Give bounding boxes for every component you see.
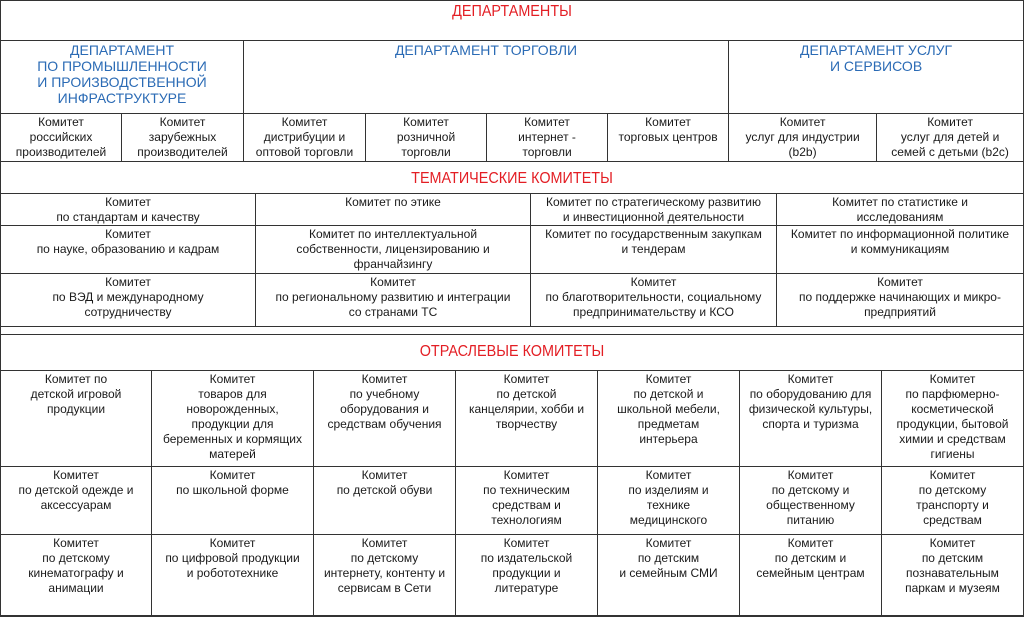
committee-cell	[877, 114, 1024, 162]
committee-cell	[1, 274, 256, 327]
committee-label: Комитет по детской одежде и аксессуарам	[18, 468, 134, 512]
committee-cell	[1, 467, 152, 535]
committee-cell	[598, 535, 740, 617]
committee-label: Комитет дистрибуции и оптовой торговли	[255, 115, 354, 159]
committee-cell	[122, 114, 244, 162]
committee-cell	[456, 371, 598, 467]
committee-cell	[531, 226, 777, 274]
department-name: ДЕПАРТАМЕНТ ПО ПРОМЫШЛЕННОСТИ И ПРОИЗВОДСТВЕННОЙ ИНФРАСТРУКТУРЕ	[37, 42, 207, 106]
industry-section-title: ОТРАСЛЕВЫЕ КОМИТЕТЫ	[419, 343, 605, 360]
committee-label: Комитет по детской обуви	[336, 468, 433, 497]
committee-label: Комитет по детским и семейным центрам	[756, 536, 865, 580]
committee-cell	[256, 226, 531, 274]
committee-label: Комитет по учебному оборудования и средствам обучения	[327, 372, 442, 431]
committee-cell	[456, 535, 598, 617]
committee-cell	[598, 467, 740, 535]
committee-cell	[314, 371, 456, 467]
committee-cell	[882, 535, 1024, 617]
departments-table	[0, 40, 1024, 162]
committee-label: Комитет по детской канцелярии, хобби и творчеству	[468, 372, 585, 431]
committee-label: Комитет розничной торговли	[396, 115, 456, 159]
committee-cell	[777, 226, 1024, 274]
thematic-committees-table	[0, 193, 1024, 327]
committee-label: Комитет по детскому интернету, контенту и сервисам в Сети	[323, 536, 446, 595]
committee-cell	[882, 467, 1024, 535]
departments-section-title: ДЕПАРТАМЕНТЫ	[452, 3, 572, 20]
divider	[0, 40, 1024, 41]
divider	[0, 334, 1024, 335]
committee-cell	[152, 535, 314, 617]
committee-cell	[256, 194, 531, 226]
committee-label: Комитет торговых центров	[618, 115, 718, 144]
committee-label: Комитет услуг для детей и семей с детьми (b2c)	[891, 115, 1009, 159]
committee-label: Комитет по ВЭД и международному сотрудничеству	[52, 275, 204, 319]
department-name: ДЕПАРТАМЕНТ УСЛУГ И СЕРВИСОВ	[800, 42, 953, 74]
committee-cell	[740, 535, 882, 617]
committee-label: Комитет по изделиям и технике медицинского	[628, 468, 709, 527]
committee-cell	[882, 371, 1024, 467]
committee-label: Комитет по благотворительности, социальному предпринимательству и КСО	[545, 275, 762, 319]
committee-label: Комитет по государственным закупкам и тендерам	[545, 227, 762, 256]
committee-label: Комитет по детскому кинематографу и анимации	[28, 536, 124, 595]
committee-cell	[314, 467, 456, 535]
committee-cell	[256, 274, 531, 327]
committee-cell	[777, 274, 1024, 327]
committee-label: Комитет по стандартам и качеству	[56, 195, 200, 224]
committee-cell	[366, 114, 487, 162]
industry-committees-table	[0, 370, 1024, 617]
committee-cell	[729, 114, 877, 162]
department-industry-cell	[1, 41, 244, 114]
committee-cell	[777, 194, 1024, 226]
committee-label: Комитет по региональному развитию и интеграции со странами ТС	[275, 275, 511, 319]
committee-cell	[608, 114, 729, 162]
committee-cell	[598, 371, 740, 467]
committee-label: Комитет по детской и школьной мебели, предметам интерьера	[617, 372, 720, 446]
committee-label: Комитет по стратегическому развитию и инвестиционной деятельности	[546, 195, 761, 224]
committee-cell	[1, 114, 122, 162]
committee-cell	[244, 114, 366, 162]
committee-label: Комитет по цифровой продукции и робототехнике	[165, 536, 300, 580]
committee-label: Комитет по детской игровой продукции	[30, 372, 122, 416]
committee-label: Комитет по статистике и исследованиям	[832, 195, 968, 224]
committee-label: Комитет по издательской продукции и литературе	[480, 536, 573, 595]
committee-label: Комитет по науке, образованию и кадрам	[36, 227, 220, 256]
committee-cell	[740, 371, 882, 467]
committee-cell	[1, 226, 256, 274]
committee-label: Комитет по школьной форме	[176, 468, 289, 497]
committee-cell	[152, 467, 314, 535]
department-trade-cell	[244, 41, 729, 114]
committee-label: Комитет по техническим средствам и технологиям	[483, 468, 570, 527]
department-services-cell	[729, 41, 1024, 114]
committee-cell	[1, 194, 256, 226]
committee-label: Комитет по детским познавательным паркам и музеям	[905, 536, 1000, 595]
committee-label: Комитет по детскому транспорту и средствам	[916, 468, 989, 527]
committee-cell	[314, 535, 456, 617]
committee-cell	[1, 371, 152, 467]
committee-cell	[1, 535, 152, 617]
thematic-section-title: ТЕМАТИЧЕСКИЕ КОМИТЕТЫ	[411, 170, 613, 187]
committee-label: Комитет по детским и семейным СМИ	[619, 536, 718, 580]
committee-label: Комитет товаров для новорожденных, продукции для беременных и кормящих матерей	[163, 372, 302, 461]
committee-label: Комитет услуг для индустрии (b2b)	[745, 115, 860, 159]
committee-label: Комитет интернет - торговли	[518, 115, 576, 159]
committee-cell	[740, 467, 882, 535]
committee-cell	[531, 194, 777, 226]
committee-cell	[487, 114, 608, 162]
committee-label: Комитет зарубежных производителей	[137, 115, 228, 159]
committee-label: Комитет по поддержке начинающих и микро- предприятий	[799, 275, 1001, 319]
committee-cell	[456, 467, 598, 535]
committee-label: Комитет по интеллектуальной собственности, лицензированию и франчайзингу	[296, 227, 490, 271]
committee-cell	[152, 371, 314, 467]
committee-label: Комитет по этике	[345, 195, 441, 209]
committee-label: Комитет российских производителей	[15, 115, 107, 159]
committee-label: Комитет по информационной политике и коммуникациям	[790, 227, 1010, 256]
committee-label: Комитет по оборудованию для физической культуры, спорта и туризма	[748, 372, 873, 431]
department-name: ДЕПАРТАМЕНТ ТОРГОВЛИ	[394, 42, 578, 58]
committee-label: Комитет по детскому и общественному питанию	[766, 468, 855, 527]
committee-label: Комитет по парфюмерно- косметической продукции, бытовой химии и средствам гигиены	[896, 372, 1009, 461]
committee-cell	[531, 274, 777, 327]
